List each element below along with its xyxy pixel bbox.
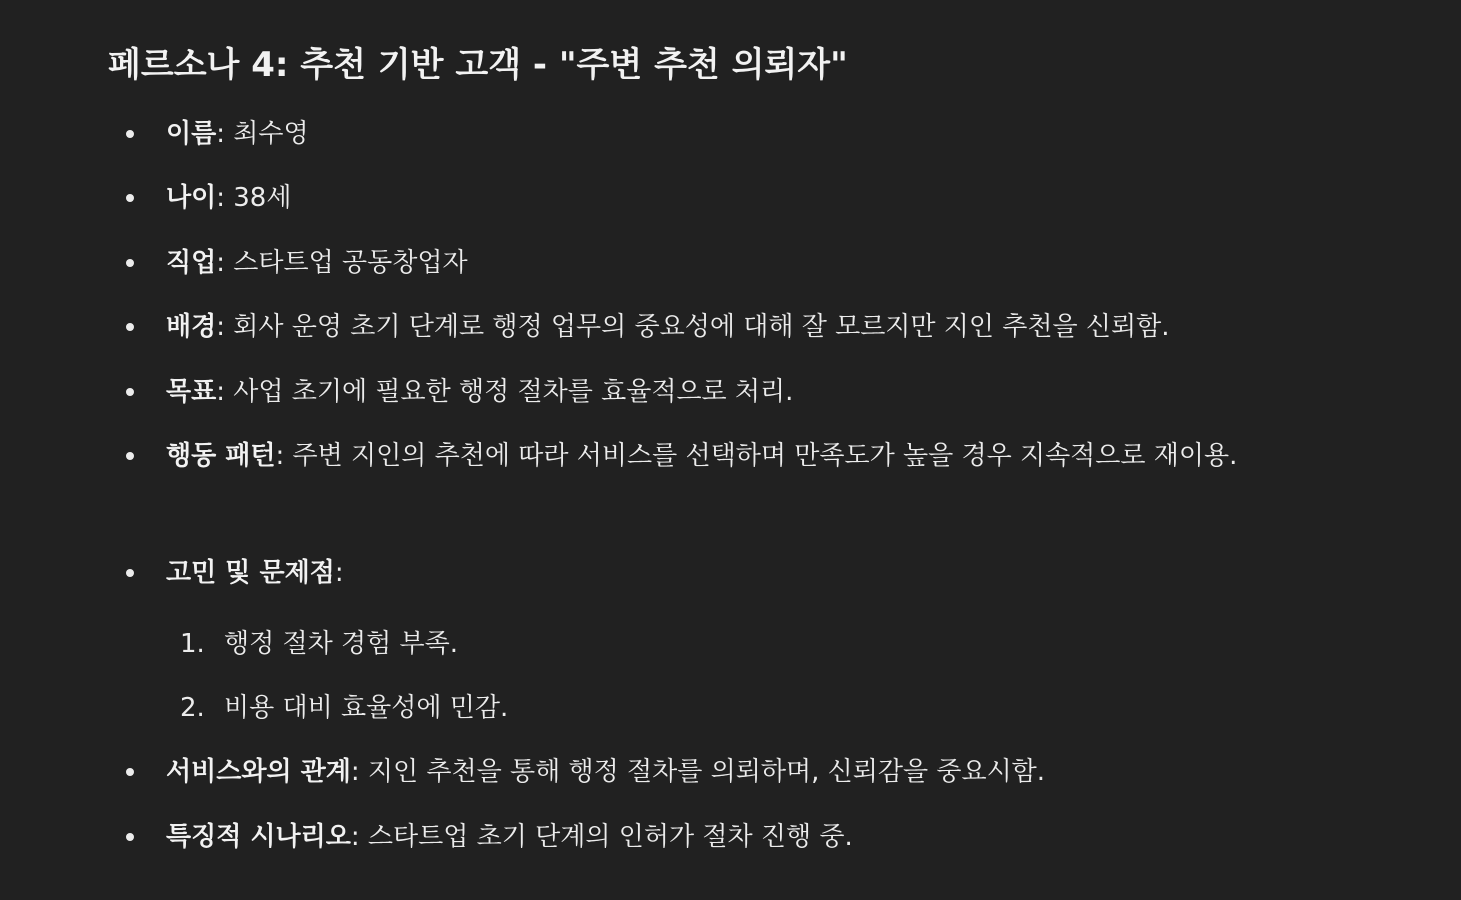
item-key: 고민 및 문제점 (166, 558, 335, 588)
bullet-icon (126, 768, 134, 776)
item-key: 특징적 시나리오 (166, 822, 351, 852)
item-value: : 사업 초기에 필요한 행정 절차를 효율적으로 처리. (216, 377, 794, 407)
item-key: 행동 패턴 (166, 441, 276, 471)
item-value: : 38세 (216, 183, 292, 213)
item-value: : (334, 558, 344, 588)
bullet-icon (126, 130, 134, 138)
concern-item (180, 682, 508, 734)
concern-number: 2. (180, 693, 205, 723)
bullet-icon (126, 323, 134, 331)
item-key: 배경 (166, 312, 217, 342)
item-key: 목표 (166, 377, 217, 407)
concern-item (180, 618, 458, 670)
list-item-job (166, 237, 1361, 289)
list-item-behavior (166, 430, 1361, 482)
bullet-icon (126, 452, 134, 460)
bullet-icon (126, 194, 134, 202)
concern-text: 행정 절차 경험 부족. (224, 629, 458, 659)
item-value: : 스타트업 공동창업자 (216, 248, 468, 278)
bullet-icon (126, 569, 134, 577)
list-item-age (166, 172, 1361, 224)
item-value: : 주변 지인의 추천에 따라 서비스를 선택하며 만족도가 높을 경우 지속적으로 재이용. (275, 441, 1238, 471)
item-value: : 회사 운영 초기 단계로 행정 업무의 중요성에 대해 잘 모르지만 지인 추천을 신뢰함. (216, 312, 1170, 342)
list-item-scenario (166, 811, 1361, 863)
list-item-goal (166, 366, 1361, 418)
item-value: : 스타트업 초기 단계의 인허가 절차 진행 중. (350, 822, 853, 852)
item-key: 나이 (166, 183, 217, 213)
bullet-icon (126, 388, 134, 396)
list-item-concerns (166, 547, 1361, 599)
list-item-relation (166, 746, 1361, 798)
item-value: : 최수영 (216, 119, 309, 149)
concern-text: 비용 대비 효율성에 민감. (224, 693, 509, 723)
concern-number: 1. (180, 629, 205, 659)
item-key: 직업 (166, 248, 217, 278)
item-key: 서비스와의 관계 (166, 757, 351, 787)
bullet-icon (126, 833, 134, 841)
list-item-name (166, 108, 1361, 160)
persona-heading: 페르소나 4: 추천 기반 고객 - "주변 추천 의뢰자" (108, 45, 848, 85)
list-item-background (166, 301, 1361, 353)
bullet-icon (126, 259, 134, 267)
item-value: : 지인 추천을 통해 행정 절차를 의뢰하며, 신뢰감을 중요시함. (350, 757, 1046, 787)
item-key: 이름 (166, 119, 217, 149)
